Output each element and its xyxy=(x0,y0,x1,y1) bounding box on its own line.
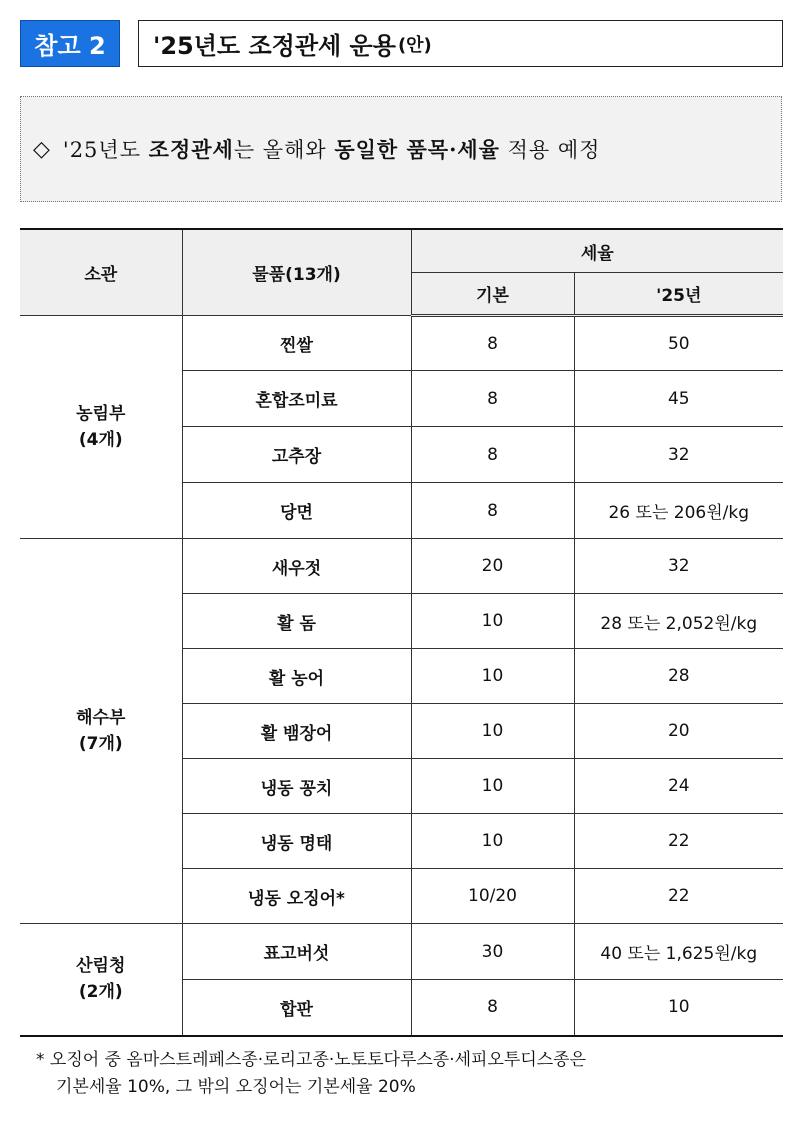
table-row xyxy=(20,316,783,371)
table-row xyxy=(20,924,783,980)
base-rate-cell: 10/20 xyxy=(411,869,574,924)
rate-2025-cell: 28 xyxy=(574,649,783,704)
base-rate-cell: 8 xyxy=(411,427,574,483)
ministry-cell xyxy=(20,539,182,924)
base-rate-cell: 20 xyxy=(411,539,574,594)
base-rate-cell: 8 xyxy=(411,316,574,371)
ministry-name: 농림부 xyxy=(76,404,126,424)
base-rate-cell: 8 xyxy=(411,371,574,427)
ministry-name: 해수부 xyxy=(76,708,126,728)
item-cell: 합판 xyxy=(182,980,411,1036)
rate-2025-cell: 50 xyxy=(574,316,783,371)
summary-text-3: 는 올해와 xyxy=(233,138,335,162)
rate-2025-cell: 28 또는 2,052원/kg xyxy=(574,594,783,649)
rate-2025-cell: 10 xyxy=(574,980,783,1036)
summary-text-4: 동일한 품목·세율 xyxy=(334,137,500,162)
ministry-count: (4개) xyxy=(78,430,123,450)
header-base-rate: 기본 xyxy=(411,273,574,316)
item-cell: 새우젓 xyxy=(182,539,411,594)
base-rate-cell: 10 xyxy=(411,814,574,869)
base-rate-cell: 8 xyxy=(411,980,574,1036)
footnote-line-2: 기본세율 10%, 그 밖의 오징어는 기본세율 20% xyxy=(56,1077,416,1097)
tariff-rate-table xyxy=(20,228,783,1037)
rate-2025-cell: 45 xyxy=(574,371,783,427)
ministry-count: (2개) xyxy=(78,982,123,1003)
base-rate-cell: 10 xyxy=(411,649,574,704)
page-title-text: '25년도 조정관세 운용 xyxy=(153,32,396,60)
item-cell: 냉동 명태 xyxy=(182,814,411,869)
base-rate-cell: 10 xyxy=(411,594,574,649)
ministry-name: 산림청 xyxy=(76,956,126,977)
rate-2025-cell: 24 xyxy=(574,759,783,814)
base-rate-cell: 30 xyxy=(411,924,574,980)
header-2025-rate: '25년 xyxy=(574,273,783,316)
base-rate-cell: 10 xyxy=(411,704,574,759)
rate-2025-cell: 22 xyxy=(574,814,783,869)
summary-text-1: '25년도 xyxy=(62,138,149,162)
item-cell: 냉동 꽁치 xyxy=(182,759,411,814)
ministry-cell xyxy=(20,924,182,1036)
table-row xyxy=(20,539,783,594)
rate-2025-cell: 40 또는 1,625원/kg xyxy=(574,924,783,980)
footnote-line-1: * 오징어 중 옴마스트레페스종·로리고종·노토토다루스종·세피오투디스종은 xyxy=(36,1050,587,1070)
rate-2025-cell: 26 또는 206원/kg xyxy=(574,483,783,539)
header-item: 물품(13개) xyxy=(182,229,411,316)
page-title xyxy=(138,20,783,67)
item-cell: 활 농어 xyxy=(182,649,411,704)
item-cell: 표고버섯 xyxy=(182,924,411,980)
summary-box xyxy=(20,96,782,202)
item-cell: 당면 xyxy=(182,483,411,539)
rate-2025-cell: 22 xyxy=(574,869,783,924)
page-title-suffix: (안) xyxy=(397,34,432,56)
item-cell: 혼합조미료 xyxy=(182,371,411,427)
footnote xyxy=(36,1047,776,1101)
item-cell: 활 뱀장어 xyxy=(182,704,411,759)
summary-text-5: 적용 예정 xyxy=(499,138,601,162)
ministry-cell xyxy=(20,316,182,539)
base-rate-cell: 8 xyxy=(411,483,574,539)
item-cell: 활 돔 xyxy=(182,594,411,649)
diamond-bullet-icon: ◇ xyxy=(33,136,51,162)
base-rate-cell: 10 xyxy=(411,759,574,814)
ministry-count: (7개) xyxy=(78,734,123,754)
header-ministry: 소관 xyxy=(20,229,182,316)
item-cell: 찐쌀 xyxy=(182,316,411,371)
rate-2025-cell: 20 xyxy=(574,704,783,759)
header-rate: 세율 xyxy=(411,229,783,273)
rate-2025-cell: 32 xyxy=(574,427,783,483)
summary-text-2: 조정관세 xyxy=(148,137,234,162)
reference-badge: 참고 2 xyxy=(20,20,120,67)
rate-2025-cell: 32 xyxy=(574,539,783,594)
item-cell: 고추장 xyxy=(182,427,411,483)
item-cell: 냉동 오징어* xyxy=(182,869,411,924)
